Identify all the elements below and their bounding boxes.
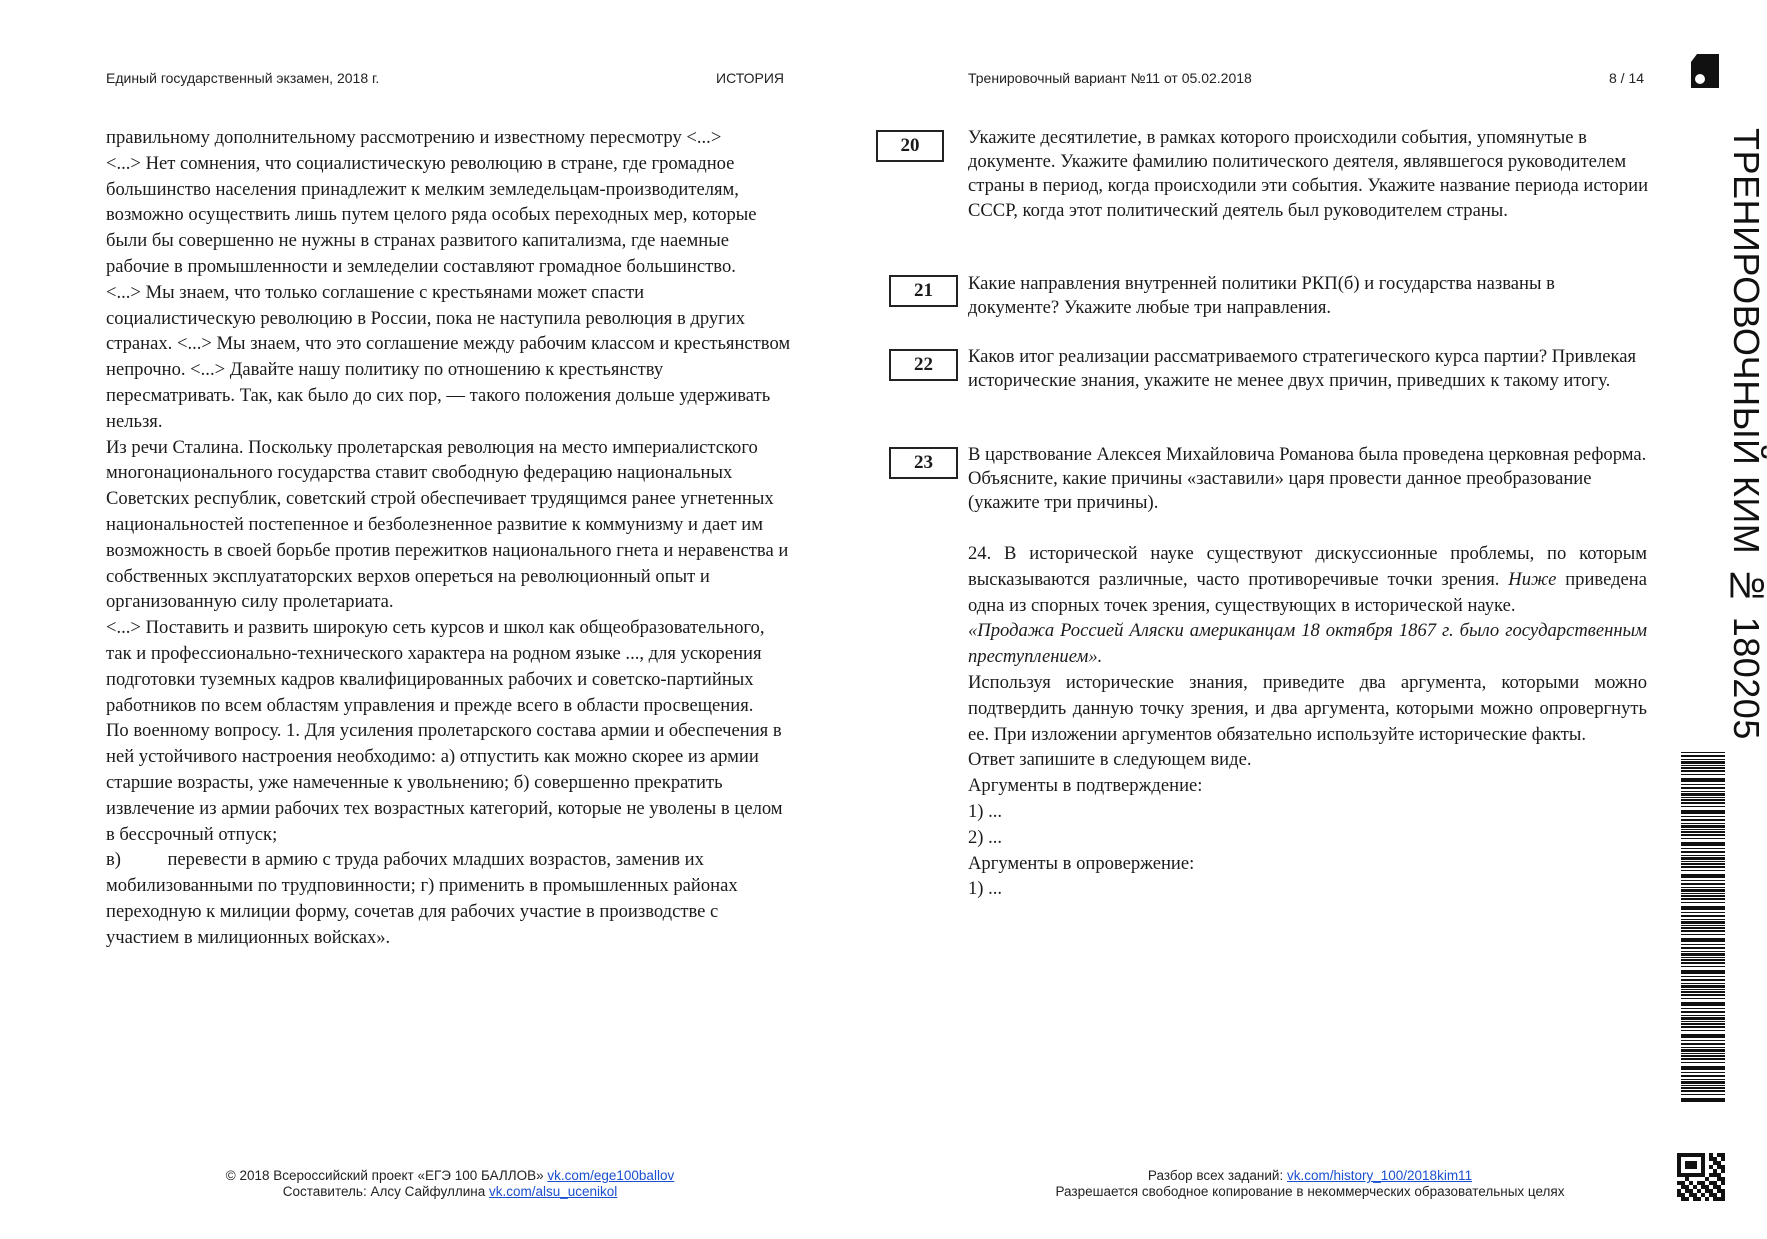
header-variant: Тренировочный вариант №11 от 05.02.2018 xyxy=(968,70,1252,86)
header-subject: ИСТОРИЯ xyxy=(716,70,785,86)
question-24-intro xyxy=(968,541,1647,618)
question-number-box-20: 20 xyxy=(876,130,944,162)
confirm-arguments-label: Аргументы в подтверждение: xyxy=(968,775,1203,797)
document-paragraph: <...> Поставить и развить широкую сеть курсов и школ как общеобразовательного, так и профессионально-технического характера на родном языке ..., для ускорения подготовки туземных кадров квалифицированных рабочих и советско-партийных работников по всем областям управления и прежде всего в области просвещения. xyxy=(106,617,765,716)
footer-analysis-link[interactable]: vk.com/history_100/2018kim11 xyxy=(1286,1168,1473,1183)
footer-analysis-label: Разбор всех заданий: xyxy=(1147,1168,1284,1183)
question-number-box-23: 23 xyxy=(889,447,958,479)
question-text-21: Какие направления внутренней политики РКП(б) и государства названы в документе? Укажите любые три направления. xyxy=(968,273,1555,319)
document-paragraph: правильному дополнительному рассмотрению и известному пересмотру <...> xyxy=(106,127,722,148)
footer-right xyxy=(1010,1168,1610,1200)
footer-copyright: © 2018 Всероссийский проект «ЕГЭ 100 БАЛЛОВ» xyxy=(225,1168,544,1183)
question-text-23: В царствование Алексея Михайловича Романова была проведена церковная реформа. Объясните, какие причины «заставили» царя провести данное преобразование (укажите три причины). xyxy=(968,444,1647,514)
question-24-format: Ответ запишите в следующем виде. xyxy=(968,749,1252,771)
header-page-number: 8 / 14 xyxy=(1609,70,1645,86)
refute-arguments-label: Аргументы в опровержение: xyxy=(968,852,1195,874)
document-paragraph: Из речи Сталина. Поскольку пролетарская революция на место империалистского многонационального государства ставит свободную федерацию национальных Советских республик, советский строй обеспечивает трудящимся ранее угнетенных национальностей постепенное и безболезненное развитие к коммунизму и дает им возможность в своей борьбе против пережитков национального гнета и неравенства и собственных эксплуататорских верхов опереться на революционный опыт и организованную силу пролетариата. xyxy=(106,436,789,613)
footer-author-link[interactable]: vk.com/alsu_ucenikol xyxy=(488,1184,618,1199)
question-24-intro-a: 24. В исторической науке существуют дискуссионные проблемы, по которым высказываются различные, часто противоречивые точки зрения. xyxy=(968,543,1647,590)
barcode-icon xyxy=(1681,752,1725,1100)
question-text-20: Укажите десятилетие, в рамках которого происходили события, упомянутые в документе. Укажите фамилию политического деятеля, являвшегося руководителем страны в период, когда происходили эти события. Укажите название периода истории СССР, когда этот политический деятель был руководителем страны. xyxy=(968,127,1649,221)
confirm-argument-1: 1) ... xyxy=(968,800,1003,822)
footer-project-link[interactable]: vk.com/ege100ballov xyxy=(547,1168,675,1183)
question-text-22: Каков итог реализации рассматриваемого стратегического курса партии? Привлекая исторические знания, укажите не менее двух причин, приведших к такому итогу. xyxy=(968,346,1637,392)
question-24 xyxy=(968,541,1647,902)
footer-author: Составитель: Алсу Сайфуллина xyxy=(282,1184,486,1199)
question-24-task: Используя исторические знания, приведите два аргумента, которыми можно подтвердить данную точку зрения, и два аргумента, которыми можно опровергнуть ее. При изложении аргументов обязательно используйте исторические факты. xyxy=(968,671,1647,745)
question-number-box-21: 21 xyxy=(889,275,958,307)
header-exam: Единый государственный экзамен, 2018 г. xyxy=(106,70,380,86)
document-paragraph: <...> Нет сомнения, что социалистическую революцию в стране, где громадное большинство населения принадлежит к мелким земледельцам-производителям, возможно осуществить лишь путем целого ряда особых переходных мер, которые были бы совершенно не нужны в странах развитого капитализма, где наемные рабочие в промышленности и земледелии составляют громадное большинство. xyxy=(106,152,757,277)
qr-code-icon xyxy=(1677,1153,1725,1201)
side-title: ТРЕНИРОВОЧНЫЙ КИМ № 180205 xyxy=(1726,128,1767,740)
refute-argument-1: 1) ... xyxy=(968,878,1003,900)
question-24-intro-b: приведена одна из спорных точек зрения, существующих в исторической науке. xyxy=(968,568,1647,616)
confirm-argument-2: 2) ... xyxy=(968,826,1003,848)
footer-license: Разрешается свободное копирование в некоммерческих образовательных целях xyxy=(1055,1184,1565,1199)
corner-marker-icon xyxy=(1691,54,1719,88)
document-paragraph: По военному вопросу. 1. Для усиления пролетарского состава армии и обеспечения в ней устойчивого настроения необходимо: а) отпустить как можно скорее из армии старшие возрасты, уже намеченные к увольнению; б) совершенно прекратить извлечение из армии рабочих тех возрастных категорий, которые не уволены в целом в бессрочный отпуск; xyxy=(106,720,783,845)
document-paragraph: <...> Мы знаем, что только соглашение с крестьянами может спасти социалистическую революцию в России, пока не наступила революция в других странах. <...> Мы знаем, что это соглашение между рабочим классом и крестьянством непрочно. <...> Давайте нашу политику по отношению к крестьянству пересматривать. Так, как было до сих пор, — такого положения дольше удерживать нельзя. xyxy=(106,281,791,432)
question-24-intro-italic: Ниже xyxy=(1508,568,1557,590)
footer-left xyxy=(140,1168,760,1200)
question-24-quote: «Продажа Россией Аляски американцам 18 октября 1867 г. было государственным преступлением». xyxy=(968,620,1647,668)
source-document-text xyxy=(106,125,791,951)
document-paragraph: в) перевести в армию с труда рабочих младших возрастов, заменив их мобилизованными по трудповинности; г) применить в промышленных районах переходную к милиции форму, сочетав для рабочих участие в производстве с участием в милиционных войсках». xyxy=(106,849,743,948)
question-number-box-22: 22 xyxy=(889,349,958,381)
